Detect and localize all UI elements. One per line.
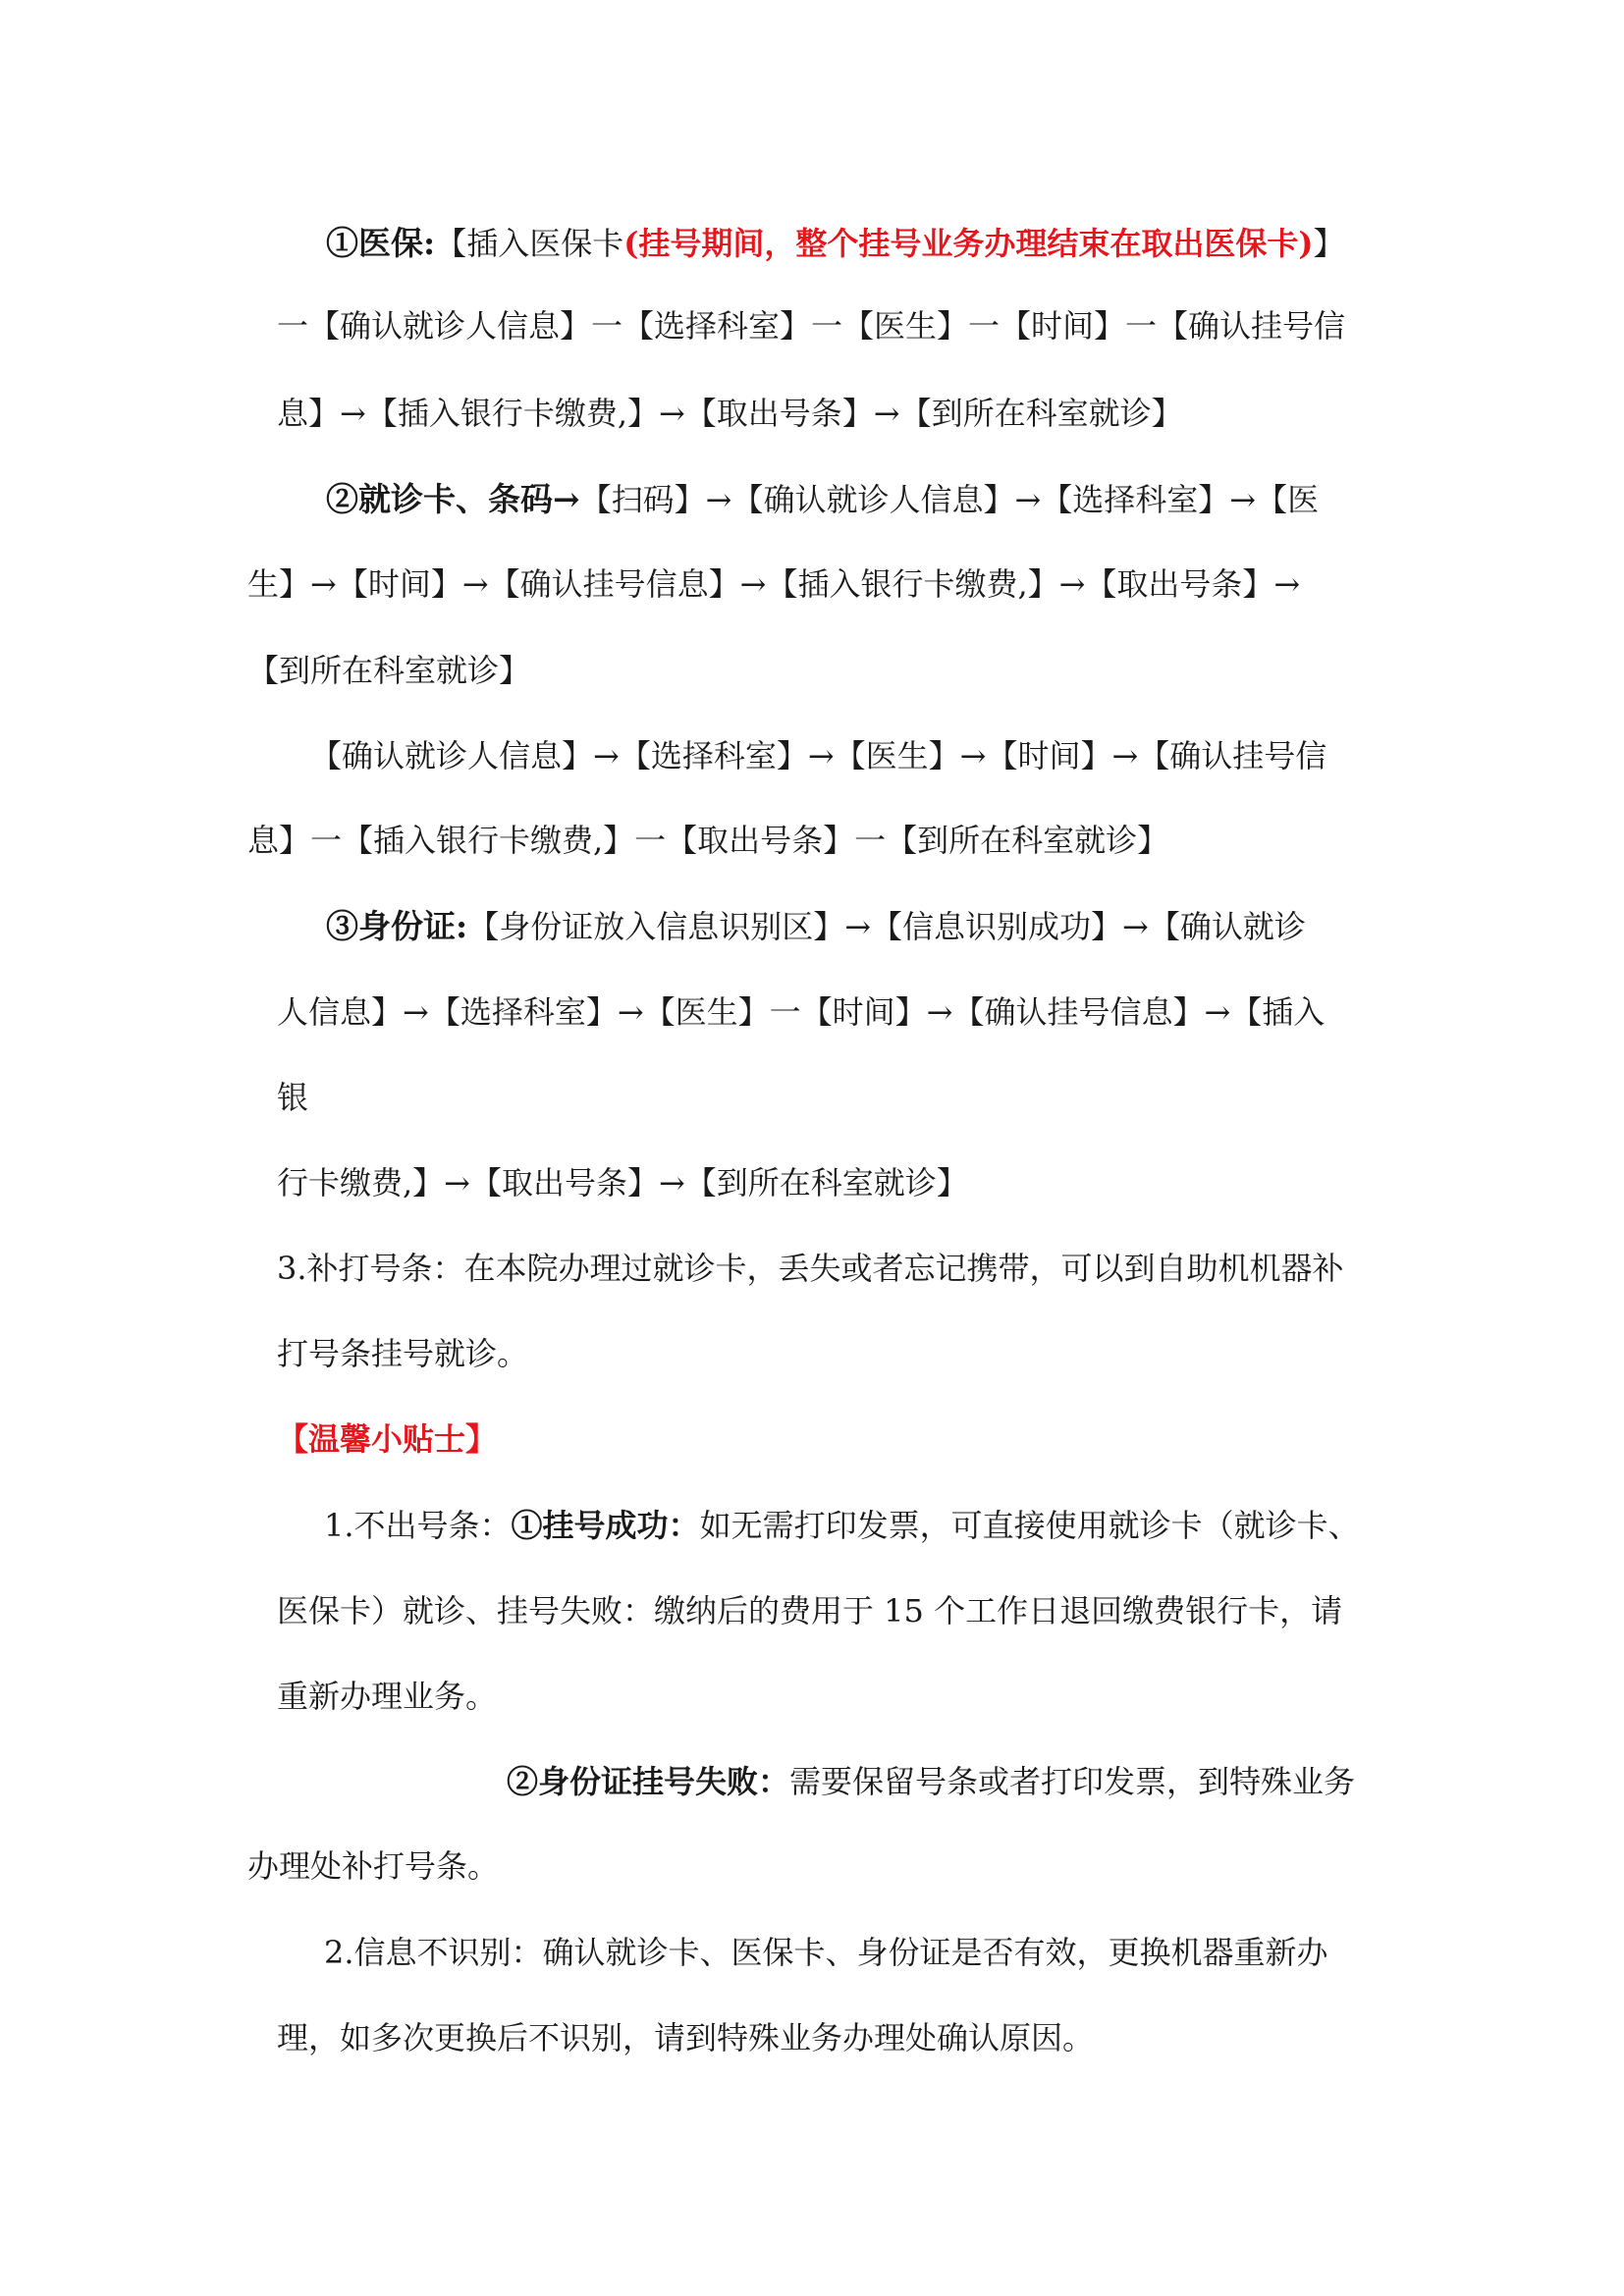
- visit-card-line-1-rest: 【扫码】→【确认就诊人信息】→【选择科室】→【医: [579, 481, 1320, 518]
- tip-1-line-1: [324, 1504, 1360, 1547]
- tip-2-bold: ②身份证挂号失败：: [507, 1763, 790, 1800]
- id-card-line-1: [326, 905, 1306, 948]
- reprint-line-2: 打号条挂号就诊。: [277, 1335, 529, 1372]
- tip-1-bold: ①挂号成功：: [511, 1507, 700, 1544]
- medical-insurance-insert-step: 【插入医保卡: [435, 225, 624, 262]
- tip-1-line-3: 重新办理业务。: [277, 1678, 498, 1715]
- medical-insurance-line-1: [326, 222, 1345, 265]
- tip-3-line-2: 理，如多次更换后不识别，请到特殊业务办理处确认原因。: [277, 2019, 1095, 2056]
- visit-card-line-2: 生】→【时间】→【确认挂号信息】→【插入银行卡缴费,】→【取出号条】→: [247, 565, 1301, 603]
- tip-2-line-2: 办理处补打号条。: [247, 1847, 500, 1885]
- id-card-title: ③身份证:: [326, 907, 468, 945]
- visit-card-line-1: [326, 478, 1319, 521]
- tip-1-rest: 如无需打印发票，可直接使用就诊卡（就诊卡、: [699, 1507, 1360, 1544]
- flow-line-2: 息】一【插入银行卡缴费,】一【取出号条】一【到所在科室就诊】: [247, 822, 1169, 859]
- id-card-line-3: 银: [277, 1079, 309, 1116]
- tip-1-prefix: 1.不出号条：: [324, 1507, 512, 1544]
- id-card-line-4: 行卡缴费,】→【取出号条】→【到所在科室就诊】: [277, 1164, 968, 1201]
- tip-3-line-1: 2.信息不识别：确认就诊卡、医保卡、身份证是否有效，更换机器重新办: [324, 1934, 1328, 1971]
- tip-2-rest: 需要保留号条或者打印发票，到特殊业务: [789, 1763, 1356, 1800]
- visit-card-title: ②就诊卡、条码→: [326, 480, 580, 518]
- id-card-line-1-rest: 【身份证放入信息识别区】→【信息识别成功】→【确认就诊: [467, 908, 1306, 945]
- id-card-line-2: 人信息】→【选择科室】→【医生】一【时间】→【确认挂号信息】→【插入: [277, 993, 1326, 1031]
- tip-2-line-1: [507, 1760, 1355, 1803]
- medical-insurance-title: ①医保:: [326, 224, 436, 262]
- visit-card-line-3: 【到所在科室就诊】: [247, 652, 531, 689]
- medical-insurance-note: (挂号期间，整个挂号业务办理结束在取出医保卡): [623, 225, 1314, 262]
- medical-insurance-line-3: 息】→【插入银行卡缴费,】→【取出号条】→【到所在科室就诊】: [277, 395, 1183, 432]
- flow-line-1: 【确认就诊人信息】→【选择科室】→【医生】→【时间】→【确认挂号信: [310, 737, 1327, 774]
- medical-insurance-line-2: 一【确认就诊人信息】一【选择科室】一【医生】一【时间】一【确认挂号信: [277, 307, 1346, 345]
- reprint-line-1: 3.补打号条：在本院办理过就诊卡，丢失或者忘记携带，可以到自助机机器补: [277, 1250, 1344, 1287]
- tips-heading: 【温馨小贴士】: [277, 1420, 498, 1458]
- medical-insurance-bracket: 】: [1313, 225, 1345, 262]
- tip-1-line-2: 医保卡）就诊、挂号失败：缴纳后的费用于 15 个工作日退回缴费银行卡，请: [277, 1592, 1343, 1629]
